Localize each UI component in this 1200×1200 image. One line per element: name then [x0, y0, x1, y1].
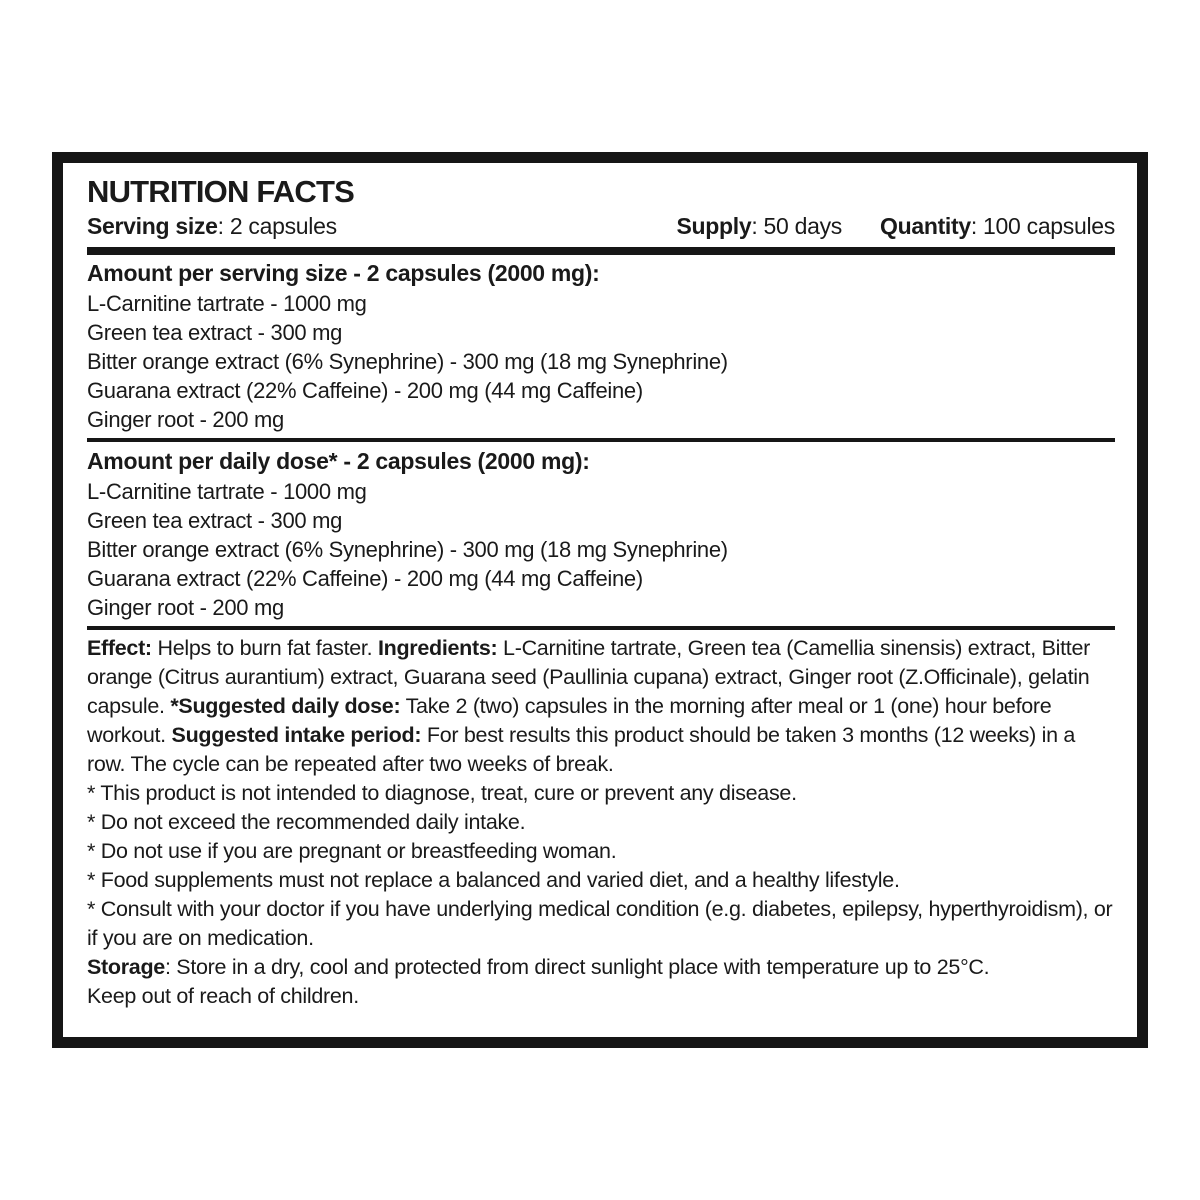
supply-value: : 50 days	[751, 212, 842, 239]
section-heading: Amount per daily dose* - 2 capsules (2000 mg):	[87, 447, 590, 474]
serving-size-value: : 2 capsules	[217, 212, 337, 239]
ingredient-row: Ginger root - 200 mg	[87, 594, 284, 620]
suggested-daily-dose-text: Take 2 (two) capsules in the morning after meal or 1 (one) hour before workout.	[87, 693, 1052, 747]
suggested-intake-period-label: Suggested intake period:	[171, 722, 422, 747]
divider-thick	[87, 247, 1115, 255]
suggested-intake-period-text: For best results this product should be taken 3 months (12 weeks) in a row. The cycle can be repeated after two weeks of break.	[87, 722, 1076, 776]
disclaimer-line: * Do not use if you are pregnant or breastfeeding woman.	[87, 838, 617, 863]
section-heading: Amount per serving size - 2 capsules (2000 mg):	[87, 259, 600, 286]
disclaimer-line: * This product is not intended to diagnose, treat, cure or prevent any disease.	[87, 780, 797, 805]
label-title: NUTRITION FACTS	[87, 174, 354, 209]
ingredient-row: Green tea extract - 300 mg	[87, 507, 343, 533]
supply	[676, 211, 842, 241]
effect-label: Effect:	[87, 635, 152, 660]
nutrition-facts-label	[52, 152, 1148, 1048]
disclaimer-line: * Do not exceed the recommended daily intake.	[87, 809, 526, 834]
quantity-value: : 100 capsules	[970, 212, 1115, 239]
ingredient-row: Guarana extract (22% Caffeine) - 200 mg (44 mg Caffeine)	[87, 377, 643, 403]
serving-row	[87, 211, 1115, 241]
ingredients-label: Ingredients:	[377, 635, 498, 660]
divider-thin	[87, 438, 1115, 442]
serving-size	[87, 211, 337, 241]
storage-line	[87, 953, 1115, 982]
disclaimer-line: * Food supplements must not replace a balanced and varied diet, and a healthy lifestyle.	[87, 867, 900, 892]
quantity	[880, 211, 1115, 241]
supply-label: Supply	[676, 212, 752, 239]
quantity-label: Quantity	[879, 212, 971, 239]
storage-text: : Store in a dry, cool and protected from direct sunlight place with temperature up to 25°C.	[164, 954, 990, 979]
effect-text: Helps to burn fat faster.	[151, 635, 378, 660]
ingredients-text: L-Carnitine tartrate, Green tea (Camellia sinensis) extract, Bitter orange (Citrus aurantium) extract, Guarana seed (Paullinia cupana) extract, Ginger root (Z.Officinale), gelatin capsule.	[87, 635, 1090, 718]
ingredient-row: Bitter orange extract (6% Synephrine) - 300 mg (18 mg Synephrine)	[87, 536, 728, 562]
suggested-daily-dose-label: *Suggested daily dose:	[170, 693, 401, 718]
keep-out-line: Keep out of reach of children.	[87, 983, 359, 1008]
info-paragraph	[87, 634, 1115, 779]
ingredient-row: Ginger root - 200 mg	[87, 406, 284, 432]
ingredient-row: Guarana extract (22% Caffeine) - 200 mg (44 mg Caffeine)	[87, 565, 643, 591]
section-per-daily-dose	[87, 446, 1115, 622]
supply-quantity-group	[676, 211, 1115, 241]
section-per-serving	[87, 258, 1115, 434]
disclaimer-line: * Consult with your doctor if you have underlying medical condition (e.g. diabetes, epilepsy, hyperthyroidism), or if you are on medication.	[87, 896, 1113, 950]
ingredient-row: L-Carnitine tartrate - 1000 mg	[87, 290, 367, 316]
storage-label: Storage	[87, 954, 165, 979]
ingredient-row: L-Carnitine tartrate - 1000 mg	[87, 478, 367, 504]
ingredient-row: Green tea extract - 300 mg	[87, 319, 343, 345]
ingredient-row: Bitter orange extract (6% Synephrine) - 300 mg (18 mg Synephrine)	[87, 348, 728, 374]
serving-size-label: Serving size	[87, 212, 218, 239]
divider-thin	[87, 626, 1115, 630]
